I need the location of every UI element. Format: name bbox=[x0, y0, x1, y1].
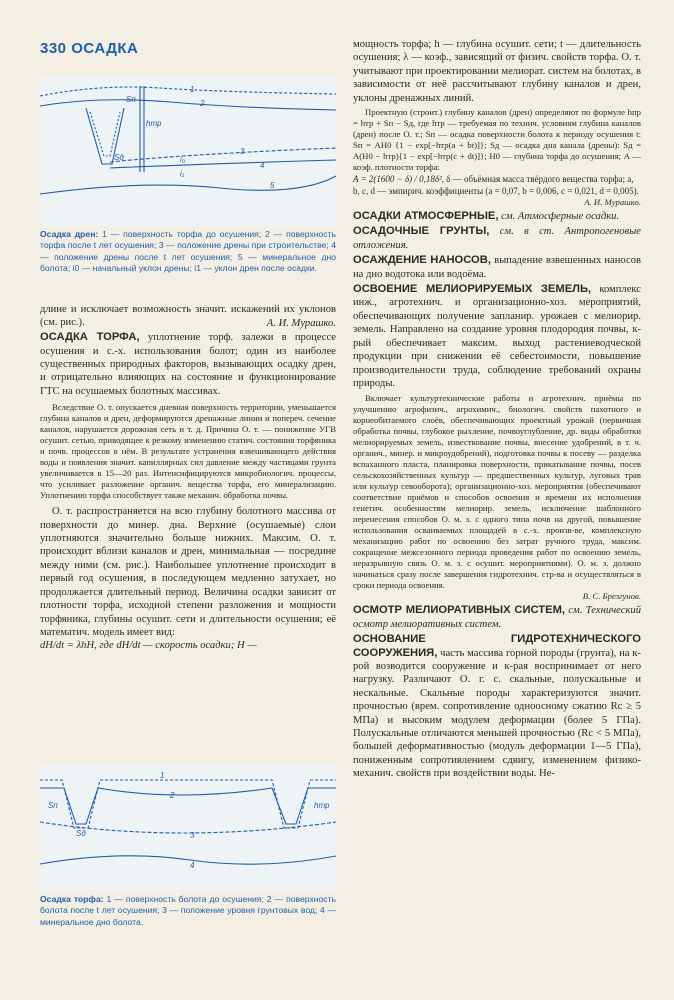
fig1-label-1: 1 bbox=[190, 85, 195, 94]
fig1-label-i0: i₀ bbox=[180, 155, 186, 164]
figure-drain-settlement-caption: Осадка дрен: 1 — поверхность торфа до осушения; 2 — поверхность торфа после t лет осушения; 3 — положение дрены при строительстве; 4 — положение дрены после t лет осушения; 5 — минеральное дно болота; i0 — начальный уклон дрены; i1 — уклон дрен после осадки. bbox=[40, 229, 336, 274]
fig2-label-1: 1 bbox=[160, 771, 165, 780]
running-head bbox=[40, 40, 138, 57]
left-p1: длине и исключает возможность значит. искажений их уклонов (см. рис.). bbox=[40, 304, 336, 329]
entry-osmotr-meliorativnyh-sistem: ОСМОТР МЕЛИОРАТИВНЫХ СИСТЕМ, см. Технический осмотр мелиоративных систем. bbox=[353, 604, 641, 630]
entry-osnovanie-gts: ОСНОВАНИЕ ГИДРОТЕХНИЧЕСКОГО СООРУЖЕНИЯ, часть массива горной породы (грунта), на к-рой возводится сооружение и к-рая воспринимает от него нагрузку. Различают О. г. с. скальные, полускальные и нескальные. Скальные породы характеризуются значит. прочностью (врем. сопротивление одноосному сжатию Rc ≥ 5 МПа) и высоким модулем деформации (более 5 ГПа). Полускальные отличаются меньшей прочностью (Rc < 5 МПа), большей деформативностью (модуль деформации 1—5 ГПа), пониженным сопротивлением сдвигу, изменением физико-механич. свойств при воздействии воды. Не- bbox=[353, 633, 641, 780]
figure-peat-settlement-caption: Осадка торфа: 1 — поверхность болота до осушения; 2 — поверхность болота после t лет осушения; 3 — положение уровня грунтовых вод; 4 — минеральное дно болота. bbox=[40, 894, 336, 927]
left-p2: О. т. распространяется на всю глубину болотного массива от поверхности до минер. дна. Верхние (осушаемые) слои уплотняются значительно больше нижних. Максим. О. т. происходит вблизи каналов и дрен, минимальная — посредине между ними (см. рис.). Наибольшее уплотнение происходит в первый год осушения, в последующем медленно затухает, но продолжается длительный период. Величина осадки зависит от плотности торфа, исходной степени разложения и мощности торфяника, глубины осушит. сети и длительности осушения; её математич. модель имеет вид: bbox=[40, 506, 336, 638]
figure-peat-settlement-drawing bbox=[40, 764, 336, 890]
fig1-label-5: 5 bbox=[270, 181, 275, 190]
right-p1: мощность торфа; h — глубина осушит. сети; t — длительность осушения; λ — коэф., зависящий от физич. свойств торфа. О. т. учитывают при проектировании мелиорат. систем на болотах, в зависимости от неё рассчитывают глубину каналов и дрен, уклоны дренажных линий. bbox=[353, 39, 641, 104]
running-head-title: ОСАДКА bbox=[71, 40, 139, 57]
fig1-label-sp: Sп bbox=[126, 95, 136, 104]
figure-drain-settlement bbox=[40, 76, 336, 226]
entry-osazhdenie-nanosov: ОСАЖДЕНИЕ НАНОСОВ, выпадение взвешенных наносов на дно водотока или водоёма. bbox=[353, 254, 641, 280]
fig2-label-htr: hтр bbox=[314, 801, 330, 810]
entry-osadochnye-grunty: ОСАДОЧНЫЕ ГРУНТЫ, см. в ст. Антропогеновые отложения. bbox=[353, 225, 641, 251]
fig2-label-sp: Sп bbox=[48, 801, 58, 810]
fig1-label-i1: i₁ bbox=[180, 169, 185, 178]
left-column bbox=[40, 303, 336, 653]
entry-osadka-torfa: ОСАДКА ТОРФА, уплотнение торф. залежи в процессе осушения и с.-х. использования болот; один из наиболее существенных природных факторов, вызывающих осадку дрен, и отрицательно влияющих на состояние и функционирование ГТС на осушаемых болотных массивах. bbox=[40, 331, 337, 397]
fig1-label-2: 2 bbox=[200, 99, 205, 108]
left-p2-formula: dH/dt = λhH, где dH/dt — скорость осадки; H — bbox=[40, 640, 257, 652]
fig2-label-4: 4 bbox=[190, 861, 195, 870]
left-p1-author: А. И. Мурашко. bbox=[266, 317, 336, 329]
fig1-label-sd: Sд bbox=[114, 153, 124, 162]
entry-osadki-atmosfernye: ОСАДКИ АТМОСФЕРНЫЕ, см. Атмосферные осадки. bbox=[353, 210, 620, 223]
entry-osadka-torfa-term: ОСАДКА ТОРФА, bbox=[40, 331, 140, 344]
left-small-1: Вследствие О. т. опускается дневная поверхность территории, уменьшается глубина каналов и дрен, деформируются дренажные линии и попереч. сечение каналов, нарушается дорожная сеть и т. д. Причина О. т. — понижение УГВ осушит. сетью, приводящее к резкому изменению статич. состояния торфяника и почв. процессов в нём. В результате устранения взвешивающего действия воды и появления значит. капиллярных сил давление между частицами грунта увеличивается в 15—20 раз. Интенсифицируются микробиологич. процессы, что усиливает разложение органич. вещества торфа, его минерализацию. Уплотнению торфа способствует также механич. обработка почвы. bbox=[40, 402, 336, 501]
fig1-label-3: 3 bbox=[240, 147, 245, 156]
entry-osvoenie-meliorirovannyh-zemel: ОСВОЕНИЕ МЕЛИОРИРУЕМЫХ ЗЕМЕЛЬ, комплекс инж., агротехнич. и организационно-хоз. мероприятий, обеспечивающих получение запланир. урожаев с мелиорир. земель. Направлено на создание уровня плодородия почвы, к-рый обеспечивает максим. выход растениеводческой продукции при снижении её себестоимости, повышение производительности труда, соблюдение требований охраны природы. bbox=[353, 283, 641, 389]
right-small-2: Включает культуртехнические работы и агротехнич. приёмы по улучшению агрофизич., агрохимич., биологич. свойств пахотного и корнеобитаемого слоёв, обеспечивающих проектный урожай (первичная обработка почвы, глубокое рыхление, почвоуглубление, др. виды обработки мелиорируемых земель, известкование почвы, внесение удобрений, в т. ч. органич., минер. и микроудобрений), подготовка почвы к посеву — разделка вспаханного пласта, планировка поверхности, прикатывание почвы, посев сельскохозяйственных культур — предшественных культур, луговых трав или культур севооборота); организационно-хоз. мероприятия (обеспечивают соответствие приёмов и способов освоения и времени их исполнения генетич. особенностям мелиорир. земель, исключение шаблонного перенесения способов О. м. з. с одного типа почв на другой, повышение использования осваиваемых площадей в с.-х. произв-ве, комплексную механизацию работ по освоению без затрат ручного труда, максим. сокращение межсезонного периода проведения работ по освоению земель, неразрывную связь О. м. з. с осушит. мероприятиями). О. м. з. должно начинаться сразу после завершения гидротехнич. стр-ва и осуществляться в сроки периода освоения. bbox=[353, 393, 641, 591]
fig2-label-sd: Sд bbox=[76, 829, 86, 838]
fig1-label-4: 4 bbox=[260, 161, 265, 170]
right-formula-a: A = 2(1600 − δ) / 0,18δ², δ — объёмная масса твёрдого вещества торфа; a, b, c, d — эмпирич. коэффициенты (a = 0,07, b = 0,006, c = 0,021, d = 0,005). bbox=[353, 174, 639, 197]
right-small-2-author: В. С. Брезгунов. bbox=[582, 591, 641, 602]
fig2-label-3: 3 bbox=[190, 831, 195, 840]
right-small-1: Проектную (строит.) глубину каналов (дрен) определяют по формуле hпр = hтр + Sп − Sд, где hтр — требуемая по технич. условиям глубина каналов (дрен) после О. т.; Sп — осадка поверхности болота к периоду осушения t: Sп = AH0 {1 − exp[−hтр(a + bt)]}; Sд — осадка дна канала (дрены): Sд = A(H0 − hтр){1 − exp[−hтр(c + dt)]}; H0 — глубина торфа до осушения; A — коэф. плотности торфа: bbox=[353, 107, 641, 173]
fig1-label-htr: hтр bbox=[146, 119, 162, 128]
right-small-1-author: А. И. Мурашко. bbox=[584, 197, 641, 208]
figure-peat-settlement bbox=[40, 764, 336, 890]
fig2-label-2: 2 bbox=[170, 791, 175, 800]
figure-drain-settlement-drawing bbox=[40, 76, 336, 226]
right-column bbox=[353, 38, 641, 781]
page-number: 330 bbox=[40, 40, 67, 57]
